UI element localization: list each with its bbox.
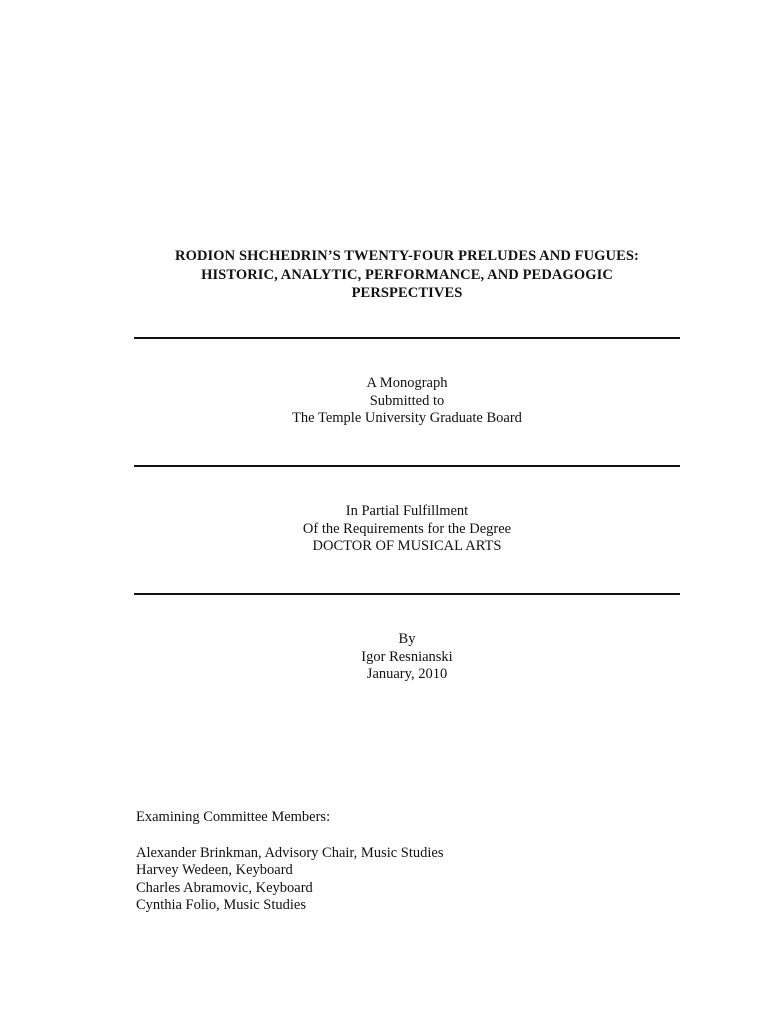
document-title (134, 247, 680, 303)
degree-statement (134, 503, 680, 556)
committee-member: Cynthia Folio, Music Studies (136, 897, 306, 913)
horizontal-rule (134, 337, 680, 339)
submission-line: Submitted to (369, 392, 445, 409)
submission-date: January, 2010 (366, 666, 448, 682)
degree-line: In Partial Fulfillment (345, 503, 469, 519)
committee-member: Charles Abramovic, Keyboard (136, 879, 313, 896)
committee-member: Alexander Brinkman, Advisory Chair, Music Studies (136, 844, 444, 861)
submission-line: A Monograph (366, 375, 448, 391)
committee-heading: Examining Committee Members: (136, 809, 331, 825)
title-line: HISTORIC, ANALYTIC, PERFORMANCE, AND PEDAGOGIC (201, 266, 613, 283)
degree-line: DOCTOR OF MUSICAL ARTS (312, 538, 502, 554)
committee-member: Harvey Wedeen, Keyboard (136, 862, 293, 878)
committee-section (136, 809, 680, 915)
title-line: PERSPECTIVES (351, 285, 463, 301)
horizontal-rule (134, 593, 680, 595)
degree-line: Of the Requirements for the Degree (302, 520, 512, 537)
author-name: Igor Resnianski (361, 648, 453, 665)
author-block (134, 631, 680, 684)
submission-line: The Temple University Graduate Board (292, 410, 522, 426)
submission-statement (134, 375, 680, 428)
author-by-label: By (398, 631, 416, 647)
title-line: RODION SHCHEDRIN’S TWENTY-FOUR PRELUDES AND FUGUES: (175, 248, 639, 264)
horizontal-rule (134, 465, 680, 467)
